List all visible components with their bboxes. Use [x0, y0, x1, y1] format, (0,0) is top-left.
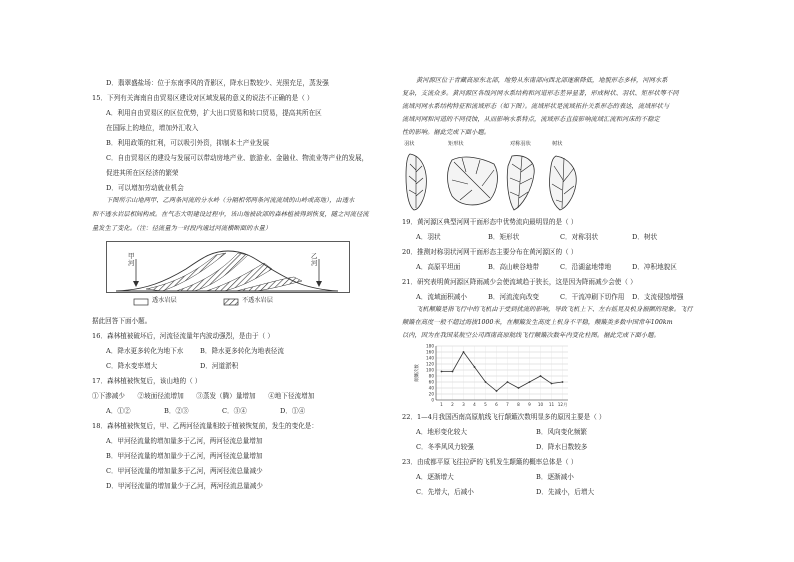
chart-x-tick-label: 4 — [473, 402, 476, 407]
chart-data-point — [540, 375, 542, 377]
q20-stem: 20．推测对称羽状河网干面形态主要分布在黄河源区的（ ） — [402, 248, 578, 256]
q15-option-c-line2: 促进其所在区经济的繁荣 — [106, 169, 179, 177]
chart-x-tick-label: 1 — [440, 402, 443, 407]
q17-stem: 17．森林植被恢复后，该山地的（ ） — [92, 377, 202, 385]
passage-line3: 量发生了变化。（注：径流量为一时段内通过河流横断面的水量） — [92, 225, 272, 232]
q19-option-c: C．对称羽状 — [560, 233, 599, 241]
basin-label-dendritic: 树状 — [552, 141, 563, 147]
chart-data-point — [529, 381, 531, 383]
q19-option-a: A．羽状 — [416, 233, 441, 241]
chart-data-point — [441, 371, 443, 373]
q17-option-c: C．③④ — [222, 407, 247, 415]
symmetric-pinnate-basin — [507, 156, 534, 210]
q15-option-c-line1: C．自由贸易区的建设与发展可以带动房地产业、旅游业、金融业、物流业等产业的发展， — [106, 154, 369, 162]
arrow-head-icon — [316, 281, 322, 287]
q21-option-a: A．流域面积减小 — [416, 293, 467, 301]
chart-y-tick-label: 20 — [428, 391, 434, 397]
chart-x-tick-label: 12月 — [557, 402, 568, 407]
q22-option-d: D．降水日数较多 — [536, 443, 588, 451]
chart-x-tick-label: 9 — [528, 402, 531, 407]
yi-river-label: 乙 河 — [311, 252, 318, 267]
q16-stem: 16．森林植被破坏后，河流径流量年内波动强烈，是由于（ ） — [92, 332, 274, 340]
chart-y-tick-label: 100 — [426, 367, 434, 373]
passage-line1: 下图所示山地两甲、乙两条河流的分水岭（分隔相邻两条河流流域的山岭或高地），由透水 — [106, 197, 355, 204]
passage-line2: 和不透水岩层相间构成。在气态大明建设过程中，该山地被砍部的森林植被得到恢复，随之河流径流 — [92, 211, 369, 218]
chart-y-tick-label: 80 — [428, 373, 434, 379]
q19-options — [416, 232, 724, 242]
q16-option-a: A．降水更多转化为地下水 — [106, 347, 184, 355]
turbulence-line-chart — [412, 338, 582, 412]
chart-y-tick-label: 60 — [428, 379, 434, 385]
chart-data-point — [551, 383, 553, 385]
turbulence-passage-line2: 颠簸在高度一般不超过海拔1000米，在颠簸发生高度上机身不平稳，颠簸类多数中国常年100km — [402, 319, 673, 326]
chart-data-point — [463, 351, 465, 353]
basin-label-pinnate: 羽状 — [404, 141, 415, 147]
chart-x-tick-label: 5 — [484, 402, 487, 407]
q17-option-a: A．①② — [106, 407, 131, 415]
q15-option-a-line1: A．利用自由贸易区的区位优势，扩大出口贸易和转口贸易，提高其所在区 — [106, 109, 322, 117]
q19-stem: 19．黄河源区典型河网干面形态中优势流向最明显的是（ ） — [402, 218, 578, 226]
q23-option-a: A．逐渐增大 — [416, 473, 454, 481]
chart-data-point — [562, 381, 564, 383]
q17-options — [106, 406, 305, 416]
q22-option-c: C．冬季风风力较强 — [416, 443, 474, 451]
jia-river-label: 甲 河 — [128, 252, 135, 267]
q17-statements: ①下渗减少 ②坡面径流增加 ③蒸发（腾）量增加 ④地下径流增加 — [92, 392, 315, 400]
drainage-pattern-figure — [402, 150, 602, 214]
q21-option-c: C．干流冲刷下切作用 — [560, 293, 625, 301]
q20-option-b: B．高山峡谷地带 — [488, 263, 540, 271]
yellow-river-passage-line4: 流域河网和河道的不同侵蚀，从而影响水系特点，流域形态直接影响流域汇流和河床的不稳定 — [402, 116, 660, 123]
q22-stem: 22．1—4月我国西南高原航线飞行颠簸次数明显多的原因主要是（ ） — [402, 413, 606, 421]
yellow-river-passage-line3: 流域河网水系结构特征和流域形态（如下图）。流域形状是流域拓扑关系形态的表达，流域形状与 — [402, 103, 670, 110]
q15-option-b: B．利用政策的红利，可以吸引外资，抑制本土产业发展 — [106, 139, 270, 147]
q23-options-row1 — [416, 472, 656, 482]
chart-y-tick-label: 120 — [426, 361, 434, 367]
q18-option-d: D．甲河径流量的增加量少于乙河，两河径流总量减少 — [106, 482, 263, 490]
q18-stem: 18．森林植被恢复后，甲、乙两河径流量相较于植被恢复前，发生的变化是： — [92, 422, 318, 430]
chart-data-point — [474, 366, 476, 368]
legend-permeable-label: 透水岩层 — [152, 297, 177, 304]
q16-option-d: D．河道淤积 — [200, 362, 239, 370]
yellow-river-passage-line5: 性的影响。据此完成下面小题。 — [402, 129, 491, 136]
arrow-head-icon — [133, 281, 139, 287]
chart-y-tick-label: 140 — [426, 355, 434, 361]
q16-option-c: C．降水变率增大 — [106, 362, 158, 370]
chart-y-tick-label: 40 — [428, 385, 434, 391]
q22-options-row1 — [416, 427, 656, 437]
q17-option-b: B．②③ — [164, 407, 189, 415]
turbulence-passage-line3: 以内，因为在我国某航空公司西南高原航线飞行颠簸次数年内变化柱图。据此完成下面小题。 — [402, 332, 660, 339]
chart-x-tick-label: 7 — [506, 402, 509, 407]
q20-option-a: A．高原平坦面 — [416, 263, 461, 271]
chart-x-tick-label: 2 — [451, 402, 454, 407]
basin-label-symmetric-pinnate: 对称羽状 — [510, 141, 531, 147]
yellow-river-passage-line2: 复杂，支流众多。黄河源区各级河网水系结构和河道形态差异显著，形成树状、羽状、矩形状等不同 — [402, 90, 679, 97]
chart-data-point — [518, 387, 520, 389]
q16-options-row2 — [106, 361, 238, 371]
q21-option-d: D．支流侵蚀增强 — [632, 293, 684, 301]
legend-impermeable-label: 不透水岩层 — [242, 297, 273, 304]
q20-options — [416, 262, 677, 272]
q23-option-c: C．先增大，后减小 — [416, 488, 474, 496]
q20-option-c: C．沿湖盆地带地 — [560, 263, 612, 271]
chart-x-tick-label: 3 — [462, 402, 465, 407]
q22-option-b: B．风向变化频繁 — [536, 428, 588, 436]
chart-y-tick-label: 180 — [426, 343, 434, 349]
q18-option-b: B．甲河径流量的增加量少于乙河，两河径流总量增加 — [106, 452, 263, 460]
chart-x-tick-label: 11 — [548, 402, 555, 407]
q21-stem: 21．研究表明黄河源区降雨减少会使流域趋于狭长，这是因为降雨减少会使（ ） — [402, 278, 637, 286]
chart-x-tick-label: 8 — [517, 402, 520, 407]
q14-option-d: D．翡翠盛盐场：位于东南季风的背影区，降水日数较少、光照充足，蒸发强 — [106, 79, 329, 87]
chart-y-axis-label: 颠簸次数 — [415, 364, 420, 382]
chart-y-tick-label: 160 — [426, 349, 434, 355]
q17-option-d: D．①④ — [280, 407, 306, 415]
q21-options — [416, 292, 683, 302]
q15-stem: 15．下列有关海南自由贸易区建设对区域发展的意义的说法不正确的是（ ） — [92, 94, 314, 102]
q18-option-a: A．甲河径流量的增加量多于乙河，两河径流总量增加 — [106, 437, 263, 445]
q16-options-row1 — [106, 346, 284, 356]
q18-option-c: C．甲河径流量的增加量多于乙河，两河径流总量减少 — [106, 467, 263, 475]
q23-options-row2 — [416, 487, 656, 497]
yellow-river-passage-line1: 黄河源区位于青藏高原东北部，地势从东南部向西北部逐渐降低，地貌形态多样，河网水系 — [416, 77, 668, 84]
basin-label-rectangular: 矩形状 — [448, 141, 464, 147]
chart-data-point — [507, 381, 509, 383]
chart-x-tick-label: 10 — [537, 402, 544, 407]
q19-option-d: D．树状 — [632, 233, 658, 241]
legend-permeable-swatch — [134, 299, 148, 305]
q23-option-b: B．逐渐减小 — [536, 473, 574, 481]
q21-option-b: B．河流流向改变 — [488, 293, 540, 301]
q20-option-d: D．冲积地貌区 — [632, 263, 677, 271]
q23-option-d: D．先减小，后增大 — [536, 488, 595, 496]
q15-option-d: D．可以增加劳动就业机会 — [106, 184, 184, 192]
chart-data-point — [452, 371, 454, 373]
chart-y-tick-label: 0 — [431, 397, 434, 403]
chart-x-tick-label: 6 — [495, 402, 498, 407]
legend-impermeable-swatch — [224, 299, 238, 305]
q22-options-row2 — [416, 442, 656, 452]
chart-data-point — [485, 381, 487, 383]
instruction: 据此回答下面小题。 — [92, 317, 152, 325]
q19-option-b: B．矩形状 — [488, 233, 520, 241]
q16-option-b: B．降水更多转化为地表径流 — [200, 347, 284, 355]
q15-option-a-line2: 在国际上的地位，增加外汇收入 — [106, 124, 199, 132]
q23-stem: 23．由成都平原飞往拉萨的飞机发生颠簸的概率总体是（ ） — [402, 458, 578, 466]
chart-data-point — [496, 390, 498, 392]
turbulence-passage-line1: 飞机颠簸是指飞行中的飞机由于受到扰流的影响，导致飞机上下、左右摇晃及机身振颤的现象。飞行 — [416, 306, 693, 313]
q22-option-a: A．地形变化较大 — [416, 428, 467, 436]
